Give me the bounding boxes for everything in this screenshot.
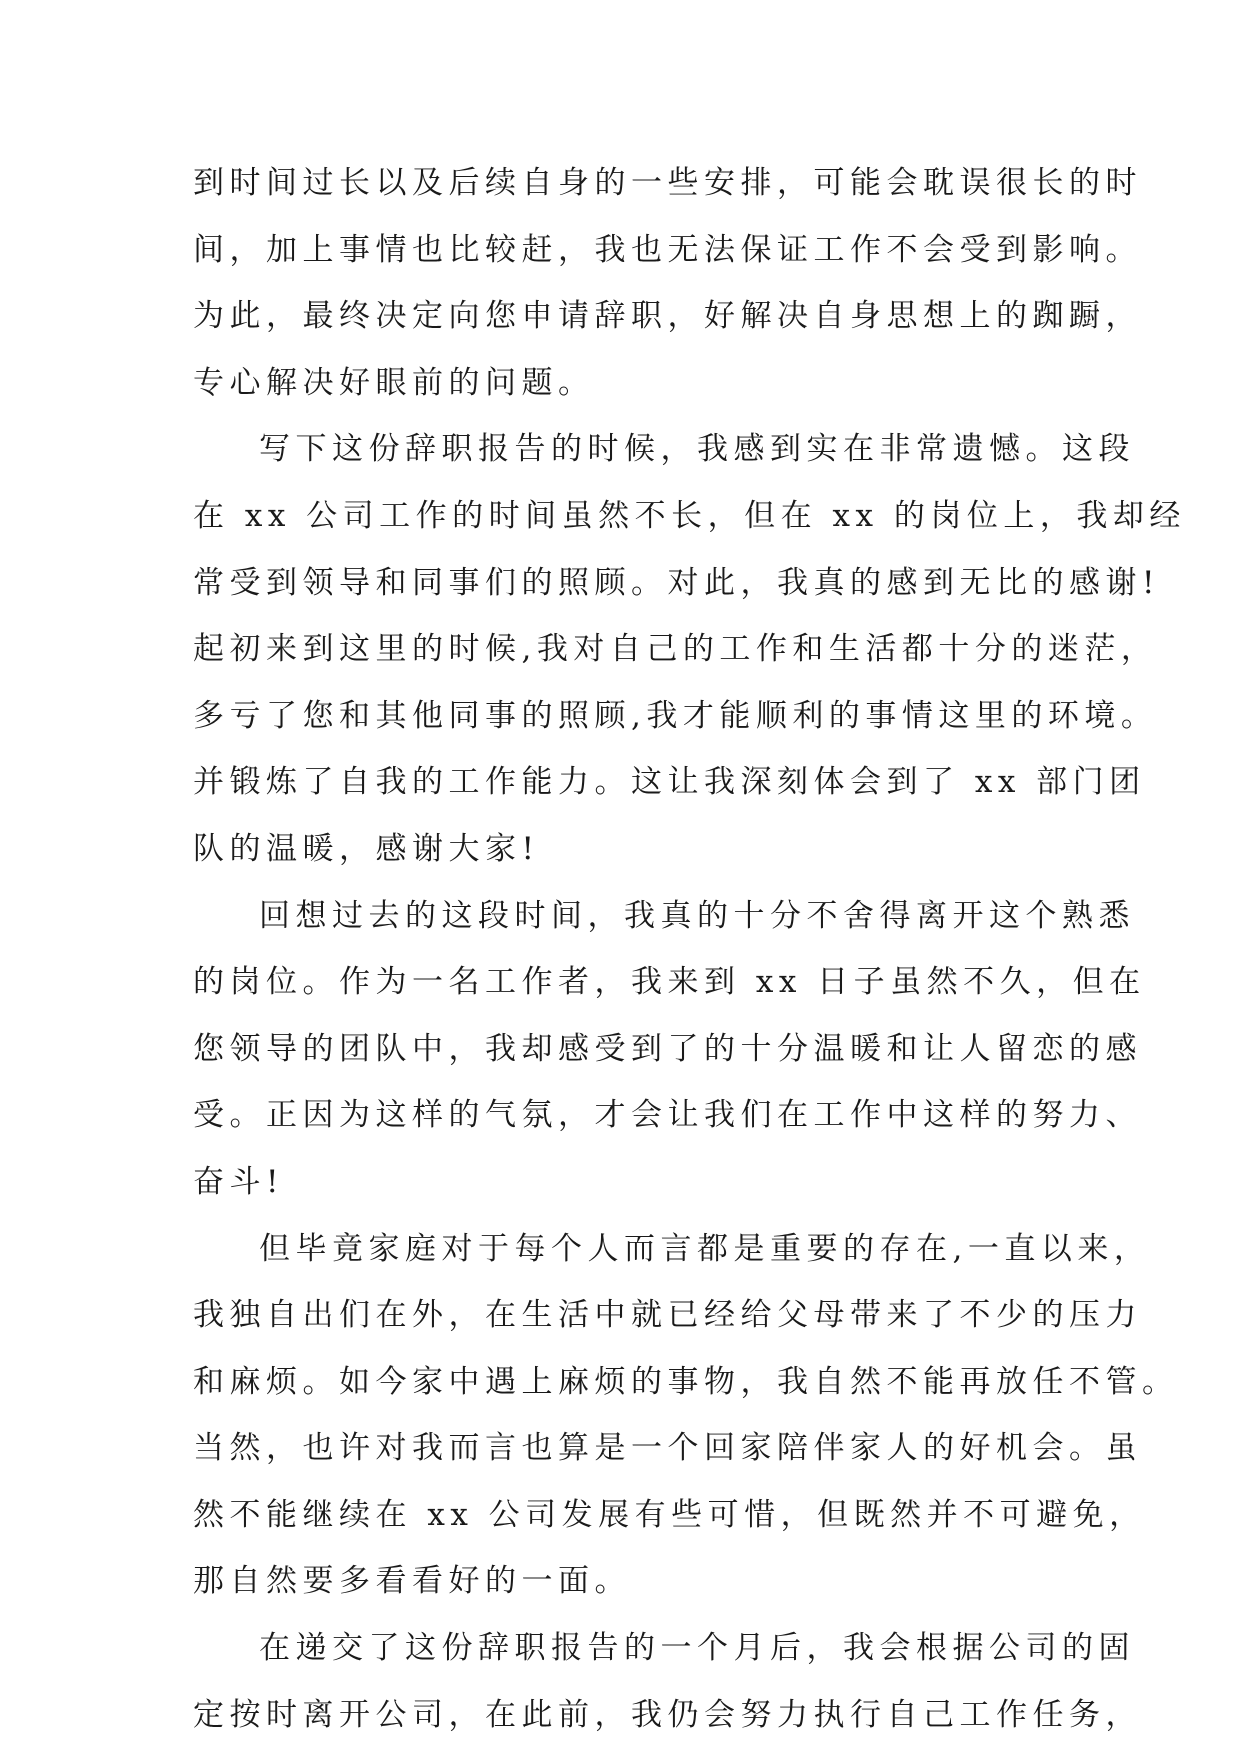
- paragraph-line: 那自然要多看看好的一面。: [193, 1563, 631, 1600]
- paragraph-line: 定按时离开公司，在此前，我仍会努力执行自己工作任务，: [193, 1696, 1142, 1733]
- paragraph-line: 并锻炼了自我的工作能力。这让我深刻体会到了 xx 部门团: [193, 764, 1146, 801]
- paragraph-line: 多亏了您和其他同事的照顾,我才能顺利的事情这里的环境。: [193, 697, 1158, 734]
- paragraph-line: 在 xx 公司工作的时间虽然不长，但在 xx 的岗位上，我却经: [193, 497, 1186, 534]
- paragraph-line: 常受到领导和同事们的照顾。对此，我真的感到无比的感谢!: [193, 564, 1160, 601]
- paragraph-line: 到时间过长以及后续自身的一些安排，可能会耽误很长的时: [193, 165, 1142, 201]
- paragraph-first-line: 回想过去的这段时间，我真的十分不舍得离开这个熟悉: [259, 897, 1135, 934]
- paragraph-line: 和麻烦。如今家中遇上麻烦的事物，我自然不能再放任不管。: [193, 1363, 1179, 1400]
- paragraph-line: 的岗位。作为一名工作者，我来到 xx 日子虽然不久，但在: [193, 964, 1146, 1001]
- paragraph-first-line: 写下这份辞职报告的时候，我感到实在非常遗憾。这段: [259, 431, 1135, 468]
- paragraph-line: 专心解决好眼前的问题。: [193, 364, 595, 401]
- paragraph-line: 队的温暖，感谢大家!: [193, 830, 540, 867]
- document-body: [193, 150, 1186, 1748]
- paragraph-first-line: 但毕竟家庭对于每个人而言都是重要的存在,一直以来，: [259, 1230, 1151, 1267]
- paragraph-line: 然不能继续在 xx 公司发展有些可惜，但既然并不可避免，: [193, 1496, 1146, 1533]
- paragraph-line: 为此，最终决定向您申请辞职，好解决自身思想上的踟蹰，: [193, 298, 1142, 335]
- paragraph-line: 当然，也许对我而言也算是一个回家陪伴家人的好机会。虽: [193, 1430, 1142, 1467]
- paragraph-line: 受。正因为这样的气氛，才会让我们在工作中这样的努力、: [193, 1097, 1142, 1134]
- paragraph-line: 间，加上事情也比较赶，我也无法保证工作不会受到影响。: [193, 231, 1142, 268]
- paragraph-line: 我独自出们在外，在生活中就已经给父母带来了不少的压力: [193, 1297, 1142, 1334]
- paragraph-line: 奋斗!: [193, 1163, 284, 1200]
- paragraph-line: 您领导的团队中，我却感受到了的十分温暖和让人留恋的感: [193, 1030, 1142, 1067]
- paragraph-first-line: 在递交了这份辞职报告的一个月后，我会根据公司的固: [259, 1630, 1135, 1667]
- paragraph-line: 起初来到这里的时候,我对自己的工作和生活都十分的迷茫，: [193, 631, 1158, 668]
